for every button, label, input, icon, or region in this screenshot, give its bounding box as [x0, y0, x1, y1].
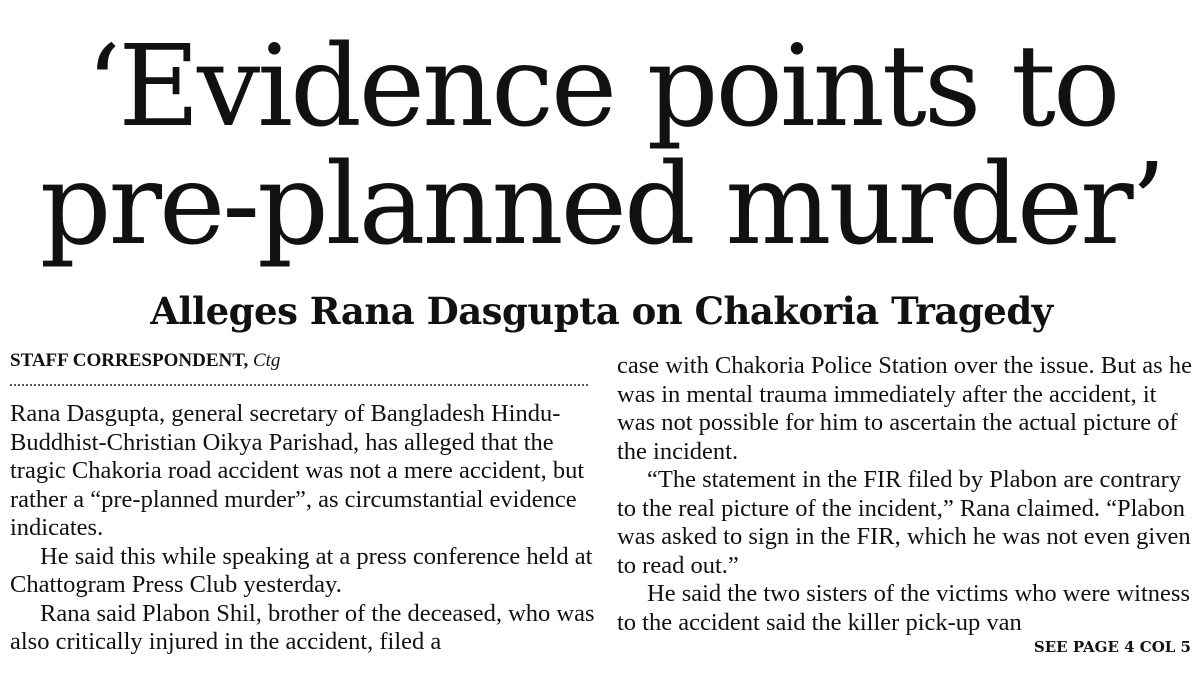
continued-on-page-link: SEE PAGE 4 COL 5	[1033, 638, 1191, 656]
article-column-right	[617, 352, 1197, 637]
byline-divider	[10, 384, 588, 386]
paragraph: Rana said Plabon Shil, brother of the deceased, who was also critically injured in the accident, filed a	[10, 599, 595, 655]
headline	[0, 22, 1203, 270]
byline-location: Ctg	[252, 350, 281, 371]
article-column-left	[10, 348, 595, 657]
paragraph: Rana Dasgupta, general secretary of Bangladesh Hindu-Buddhist-Christian Oikya Parishad, has alleged that the tragic Chakoria road accident was not a mere accident, but rather a “pre-planned murder”, as circumstantial evidence indicates.	[10, 400, 585, 541]
headline-line-1: ‘Evidence points to	[85, 22, 1118, 152]
paragraph: He said the two sisters of the victims who were witness to the accident said the killer pick-up van	[617, 580, 1190, 636]
byline	[10, 348, 595, 376]
paragraph: He said this while speaking at a press conference held at Chattogram Press Club yesterday.	[10, 542, 593, 598]
byline-name: STAFF CORRESPONDENT,	[10, 350, 249, 371]
subheadline: Alleges Rana Dasgupta on Chakoria Tragedy	[150, 289, 1053, 333]
paragraph: case with Chakoria Police Station over the issue. But as he was in mental trauma immediately after the accident, it was not possible for him to ascertain the actual picture of the incident.	[617, 352, 1192, 465]
headline-line-2: pre-planned murder’	[39, 140, 1164, 270]
paragraph: “The statement in the FIR filed by Plabon are contrary to the real picture of the incident,” Rana claimed. “Plabon was asked to sign in the FIR, which he was not even given to read out.”	[617, 466, 1191, 579]
